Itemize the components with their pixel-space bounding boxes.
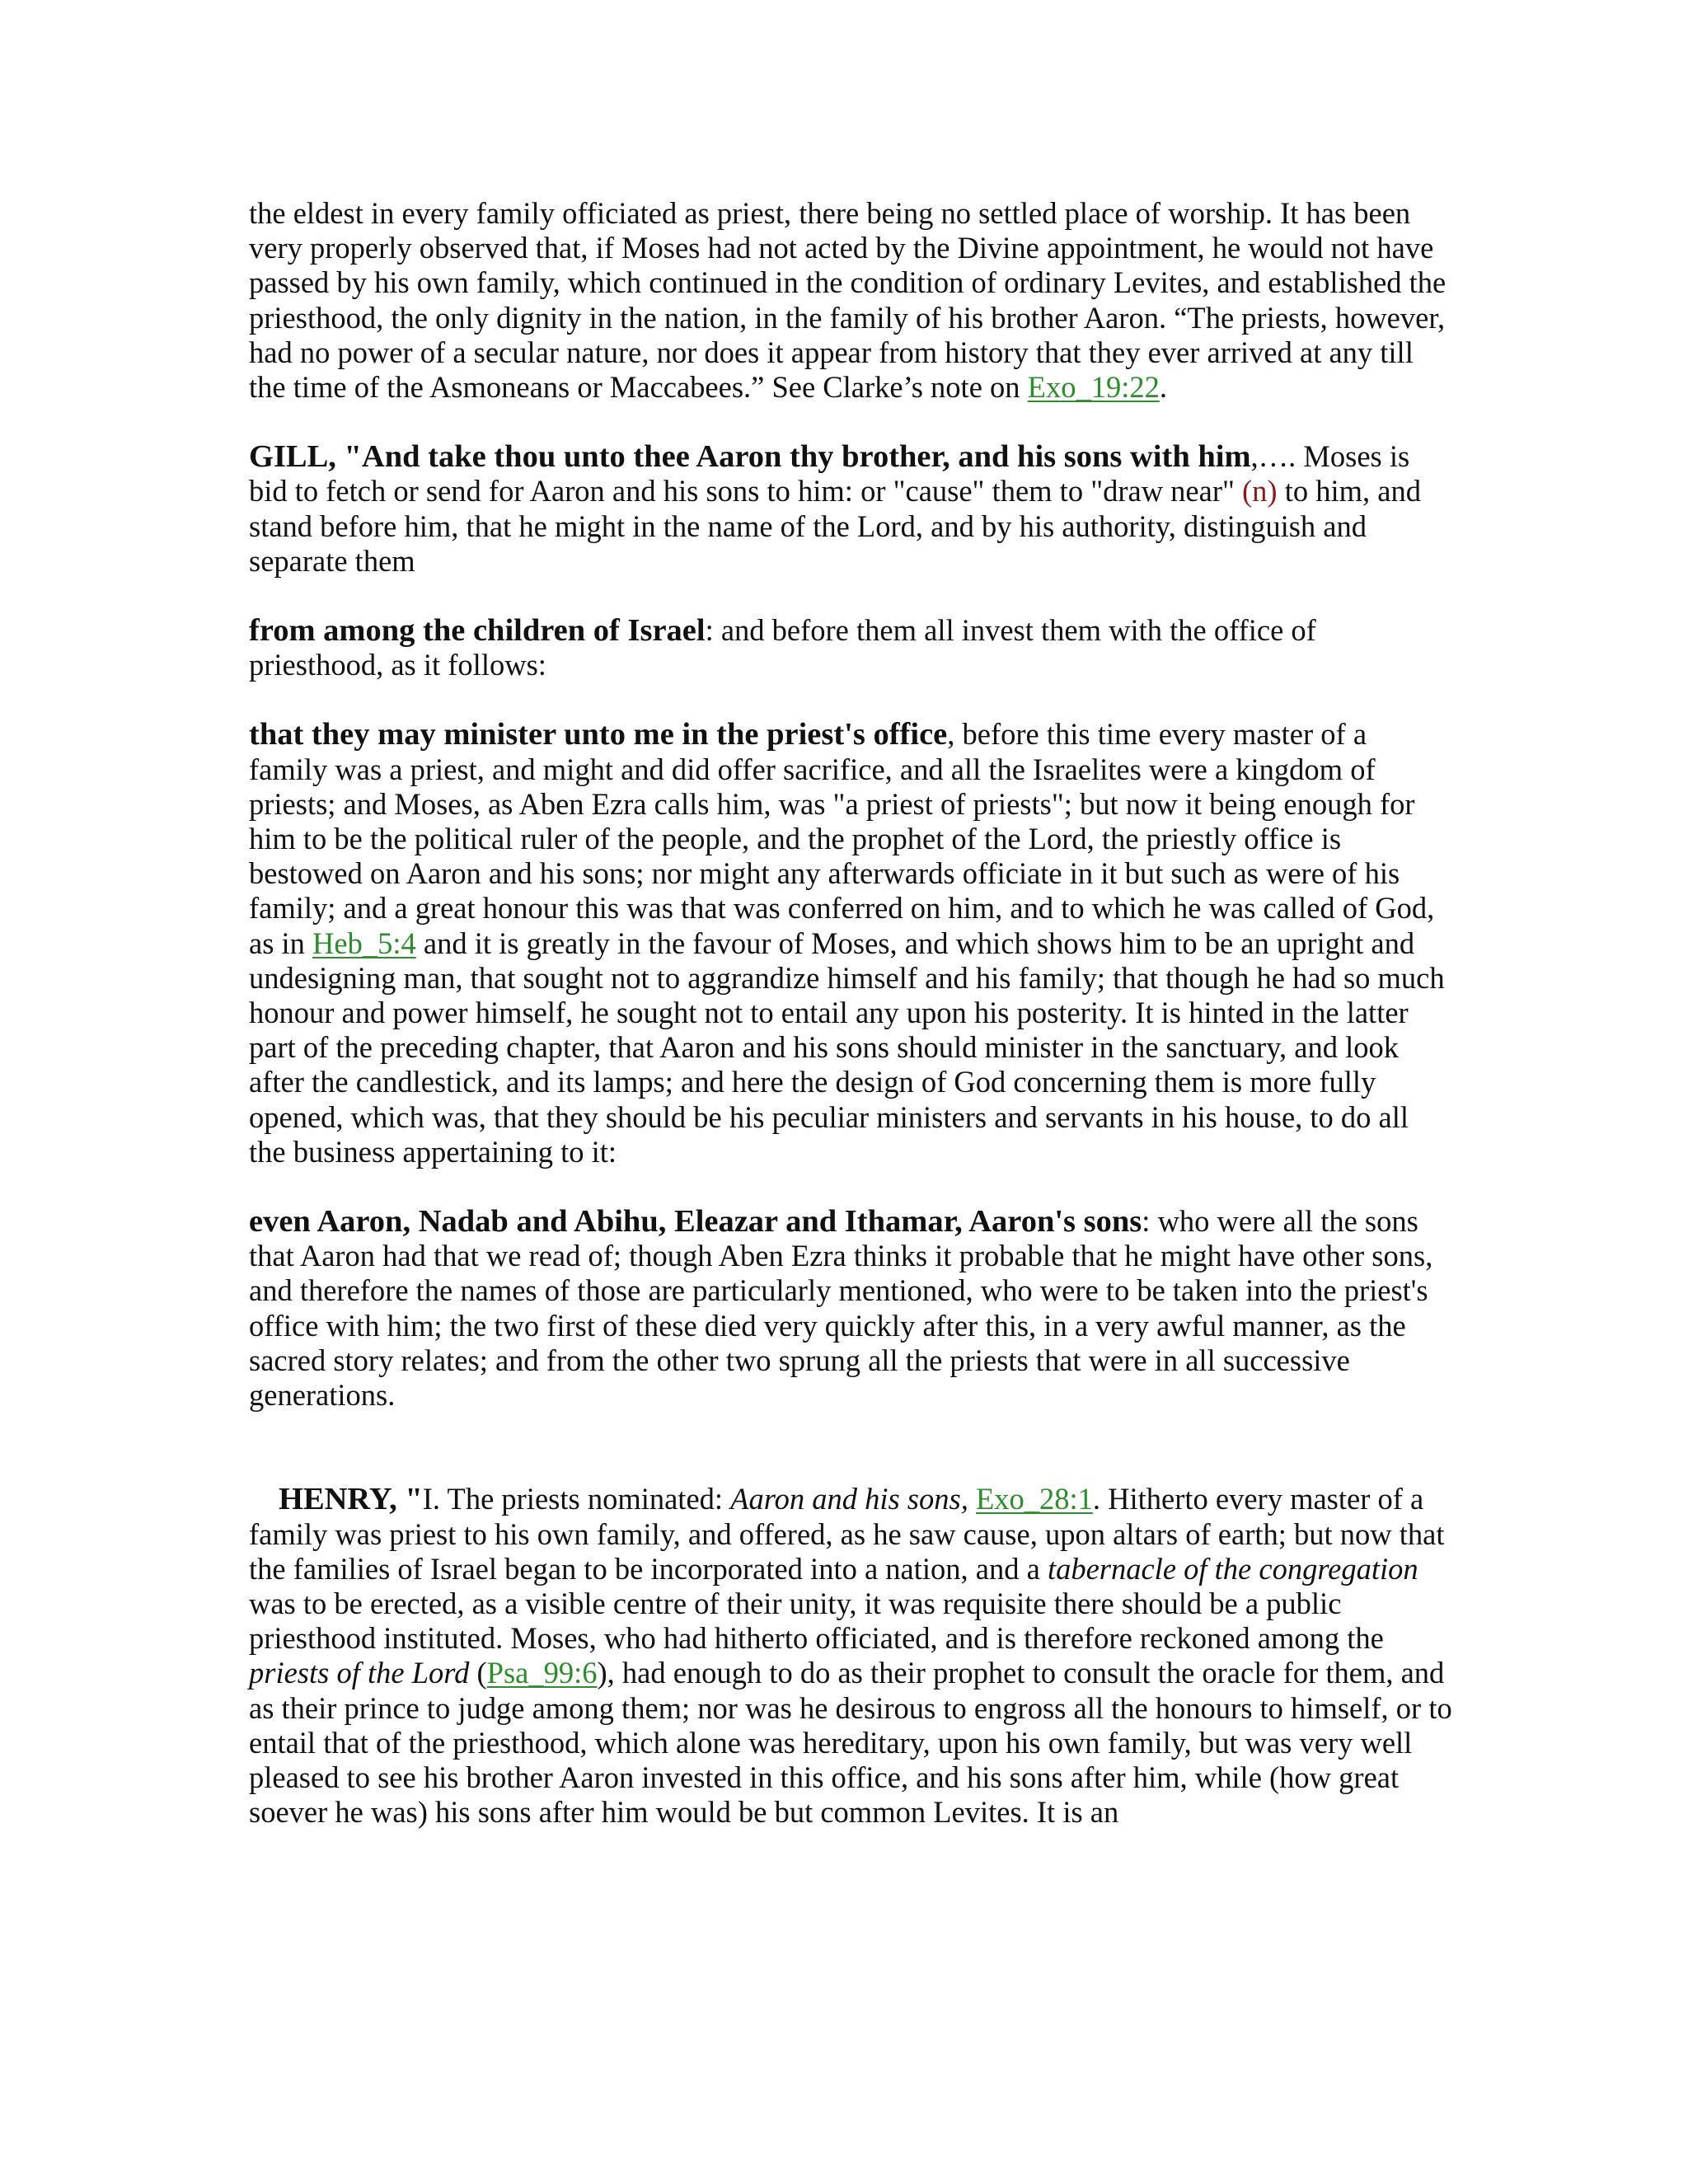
gill-paragraph-4 (249, 1204, 1452, 1413)
gill-paragraph-2 (249, 613, 1452, 682)
spacer (249, 682, 1452, 717)
spacer (249, 1169, 1452, 1204)
henry-italic-2: tabernacle of the congregation (1047, 1551, 1418, 1586)
scripture-link-psa-99-6[interactable]: Psa_99:6 (486, 1656, 598, 1690)
spacer (249, 405, 1452, 439)
scripture-link-heb-5-4[interactable]: Heb_5:4 (312, 926, 416, 960)
henry-text-5: ), had enough to do as their prophet to consult the oracle for them, and as their prince to judge among them; nor was he desirous to engross all the honours to himself, or to entail that of the priesthood, which alone was hereditary, upon his own family, but was very well pleased to see his brother Aaron invested in this office, and his sons after him, while (how great soever he was) his sons after him would be but common Levites. It is an (249, 1656, 1452, 1830)
gill-paragraph-1 (249, 439, 1452, 579)
henry-text-3: was to be erected, as a visible centre of their unity, it was requisite there should be a public priesthood instituted. Moses, who had hitherto officiated, and is therefore reckoned among the (249, 1586, 1384, 1656)
gill-bold-phrase-2: from among the children of Israel (249, 613, 706, 649)
henry-text-1: I. The priests nominated: (422, 1482, 731, 1516)
henry-text-4: ( (469, 1656, 487, 1690)
henry-paragraph (249, 1482, 1452, 1830)
scripture-link-exo-28-1[interactable]: Exo_28:1 (975, 1482, 1093, 1516)
gill-text-p3a: , before this time every master of a family was a priest, and might and did offer sacrifice, and all the Israelites were a kingdom of priests; and Moses, as Aben Ezra calls him, was "a priest of priests"; but now it being enough for him to be the political ruler of the people, and the prophet of the Lord, the priestly office is bestowed on Aaron and his sons; nor might any afterwards officiate in it but such as were of his family; and a great honour this was that was conferred on him, and to which he was called of God, as in (249, 717, 1435, 960)
clarke-paragraph (249, 196, 1452, 405)
scripture-link-exo-19-22[interactable]: Exo_19:22 (1027, 370, 1160, 405)
gill-heading: GILL, "And take thou unto thee Aaron thy brother, and his sons with him (249, 439, 1251, 475)
spacer (249, 1413, 1452, 1482)
spacer (249, 579, 1452, 613)
gill-text-p3b: and it is greatly in the favour of Moses, and which shows him to be an upright and undesigning man, that sought not to aggrandize himself and his family; that though he had so much honour and power himself, he sought not to entail any upon his posterity. It is hinted in the latter part of the preceding chapter, that Aaron and his sons should minister in the sanctuary, and look after the candlestick, and its lamps; and here the design of God concerning them is more fully opened, which was, that they should be his peculiar ministers and servants in his house, to do all the business appertaining to it: (249, 926, 1445, 1169)
clarke-text: the eldest in every family officiated as priest, there being no settled place of worship. It has been very properly observed that, if Moses had not acted by the Divine appointment, he would not have passed by his own family, which continued in the condition of ordinary Levites, and established the priesthood, the only dignity in the nation, in the family of his brother Aaron. “The priests, however, had no power of a secular nature, nor does it appear from history that they ever arrived at any till the time of the Asmoneans or Maccabees.” See Clarke’s note on (249, 196, 1447, 405)
clarke-end: . (1159, 370, 1167, 405)
gill-text-2: to him, and stand before him, that he might in the name of the Lord, and by his authority, distinguish and separate them (249, 474, 1421, 578)
gill-paragraph-3 (249, 717, 1452, 1169)
footnote-marker-n[interactable]: (n) (1242, 474, 1278, 509)
henry-heading: HENRY, " (279, 1482, 423, 1517)
gill-text-p4: : who were all the sons that Aaron had that we read of; though Aben Ezra thinks it probable that he might have other sons, and therefore the names of those are particularly mentioned, who were to be taken into the priest's office with him; the two first of these died very quickly after this, in a very awful manner, as the sacred story relates; and from the other two sprung all the priests that were in all successive generations. (249, 1204, 1433, 1413)
gill-bold-phrase-4: even Aaron, Nadab and Abihu, Eleazar and Ithamar, Aaron's sons (249, 1204, 1142, 1240)
henry-space (968, 1482, 976, 1516)
gill-text-p2: : and before them all invest them with the office of priesthood, as it follows: (249, 613, 1316, 682)
henry-italic-1: Aaron and his sons, (730, 1482, 968, 1516)
document-page (249, 196, 1452, 1830)
henry-text-2: . Hitherto every master of a family was priest to his own family, and offered, as he saw cause, upon altars of earth; but now that the families of Israel began to be incorporated into a nation, and a (249, 1482, 1445, 1586)
gill-bold-phrase-3: that they may minister unto me in the priest's office (249, 717, 948, 752)
henry-italic-3: priests of the Lord (249, 1656, 470, 1690)
gill-text-1: ,…. Moses is bid to fetch or send for Aaron and his sons to him: or "cause" them to "draw near" (249, 439, 1410, 509)
